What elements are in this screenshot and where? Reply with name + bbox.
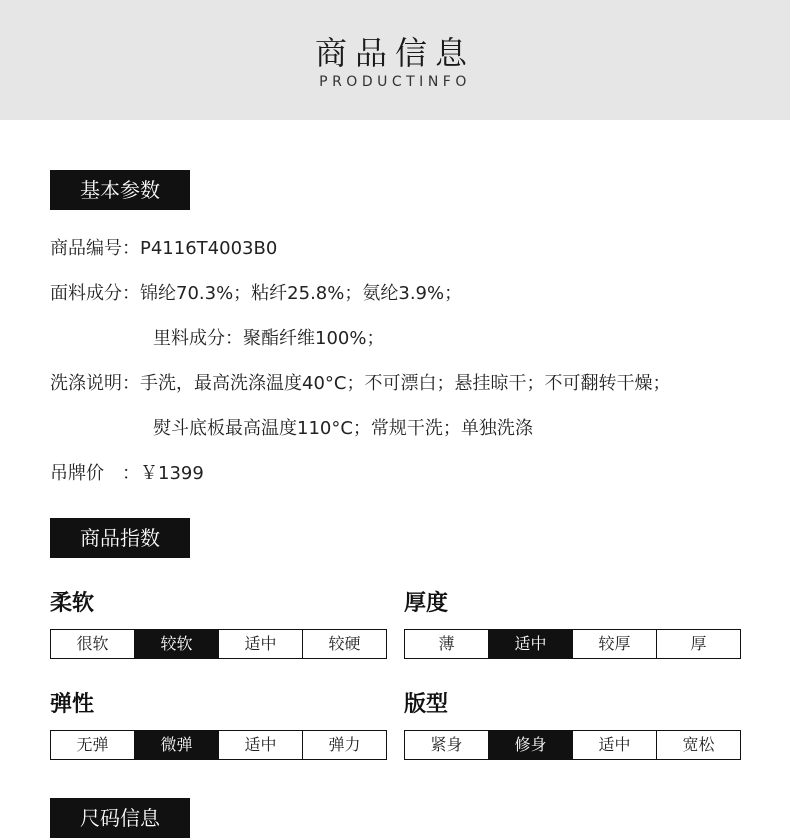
param-value: 里料成分：聚酯纤维100%； [153, 328, 385, 349]
scale-option: 较厚 [572, 630, 656, 658]
scale-option: 适中 [488, 630, 572, 658]
scale-option: 修身 [488, 731, 572, 759]
param-lining [153, 327, 384, 351]
index-title-thickness: 厚度 [404, 591, 449, 616]
index-title-fit: 版型 [404, 692, 449, 717]
index-scale-fit [404, 730, 741, 760]
index-title-elasticity: 弹性 [50, 692, 95, 717]
index-scale-elasticity [50, 730, 387, 760]
scale-option: 适中 [218, 630, 302, 658]
param-label: 商品编号： [50, 238, 140, 259]
page-title: 商品信息 [314, 34, 475, 72]
index-title-softness: 柔软 [50, 591, 95, 616]
scale-option: 无弹 [76, 735, 109, 754]
scale-option: 很软 [76, 634, 109, 653]
param-product-code [50, 237, 277, 261]
page-subtitle: PRODUCTINFO [319, 74, 471, 90]
scale-option: 较硬 [302, 630, 386, 658]
param-washing-cont [153, 417, 533, 441]
section-size-info: 尺码信息 [50, 798, 190, 838]
index-scale-thickness [404, 629, 741, 659]
scale-option: 适中 [572, 731, 656, 759]
scale-option: 紧身 [430, 735, 463, 754]
param-washing [50, 372, 670, 396]
param-fabric [50, 282, 462, 306]
param-value: P4116T4003B0 [140, 238, 278, 259]
scale-option: 较软 [134, 630, 218, 658]
param-value: 手洗，最高洗涤温度40°C；不可漂白；悬挂晾干；不可翻转干燥； [140, 373, 671, 394]
param-label: 吊牌价 ： [50, 463, 140, 484]
header-banner [0, 0, 790, 120]
scale-option: 适中 [218, 731, 302, 759]
param-price [50, 462, 204, 486]
scale-option: 弹力 [302, 731, 386, 759]
index-scale-softness [50, 629, 387, 659]
param-label: 面料成分： [50, 283, 140, 304]
section-product-index: 商品指数 [50, 518, 190, 558]
scale-option: 薄 [438, 634, 455, 653]
price-value: ￥1399 [140, 463, 204, 484]
section-basic-params: 基本参数 [50, 170, 190, 210]
param-value: 熨斗底板最高温度110°C；常规干洗；单独洗涤 [153, 418, 533, 439]
param-label: 洗涤说明： [50, 373, 140, 394]
scale-option: 厚 [656, 630, 740, 658]
scale-option: 宽松 [656, 731, 740, 759]
param-value: 锦纶70.3%；粘纤25.8%；氨纶3.9%； [140, 283, 463, 304]
scale-option: 微弹 [134, 731, 218, 759]
